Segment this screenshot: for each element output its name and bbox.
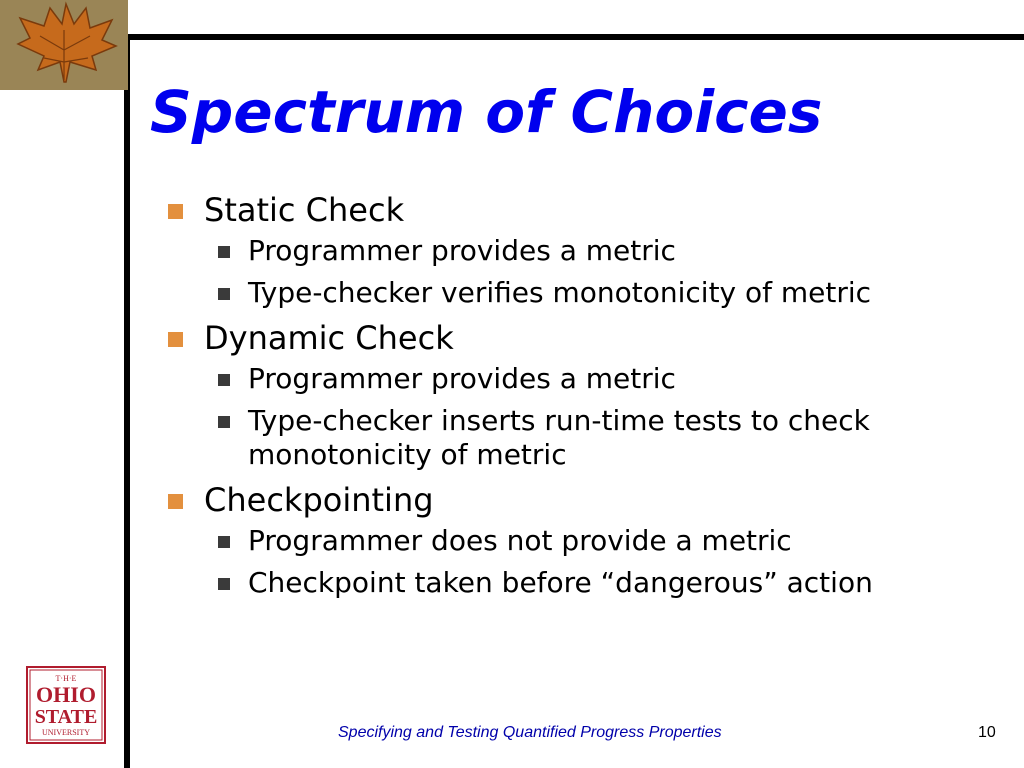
square-bullet-icon xyxy=(168,494,183,509)
sub-bullet-text: Checkpoint taken before “dangerous” action xyxy=(248,566,873,599)
frame-left-border xyxy=(124,34,130,768)
sub-bullet-text: Type-checker inserts run-time tests to check monotonicity of metric xyxy=(248,404,870,471)
sub-bullet-item xyxy=(160,404,990,472)
bullet-item xyxy=(160,318,990,358)
maple-leaf-icon xyxy=(0,0,128,90)
sub-bullet-text: Programmer provides a metric xyxy=(248,362,676,395)
bullet-item xyxy=(160,480,990,520)
bullet-text: Dynamic Check xyxy=(204,319,454,357)
square-bullet-icon xyxy=(218,536,230,548)
sub-bullet-item xyxy=(160,234,990,268)
square-bullet-icon xyxy=(218,578,230,590)
sub-bullet-text: Programmer does not provide a metric xyxy=(248,524,792,557)
square-bullet-icon xyxy=(218,246,230,258)
sub-bullet-text: Programmer provides a metric xyxy=(248,234,676,267)
sub-bullet-item xyxy=(160,276,990,310)
square-bullet-icon xyxy=(218,416,230,428)
bullet-item xyxy=(160,190,990,230)
sub-bullet-text: Type-checker verifies monotonicity of metric xyxy=(248,276,872,309)
slide-title: Spectrum of Choices xyxy=(150,78,823,146)
sub-bullet-item xyxy=(160,362,990,396)
bullet-text: Static Check xyxy=(204,191,405,229)
slide-footer: Specifying and Testing Quantified Progress Properties xyxy=(338,724,722,741)
frame-top-border xyxy=(124,34,1024,40)
square-bullet-icon xyxy=(218,374,230,386)
bullet-list xyxy=(160,190,990,608)
square-bullet-icon xyxy=(168,204,183,219)
ohio-state-logo xyxy=(26,666,106,744)
sub-bullet-item xyxy=(160,566,990,600)
logo-line-4: UNIVERSITY xyxy=(42,728,90,737)
logo-line-2: OHIO xyxy=(36,682,96,707)
sub-bullet-item xyxy=(160,524,990,558)
square-bullet-icon xyxy=(218,288,230,300)
logo-line-3: STATE xyxy=(34,706,98,728)
page-number: 10 xyxy=(978,724,996,741)
bullet-text: Checkpointing xyxy=(204,481,434,519)
logo-line-1: T·H·E xyxy=(55,674,77,683)
square-bullet-icon xyxy=(168,332,183,347)
